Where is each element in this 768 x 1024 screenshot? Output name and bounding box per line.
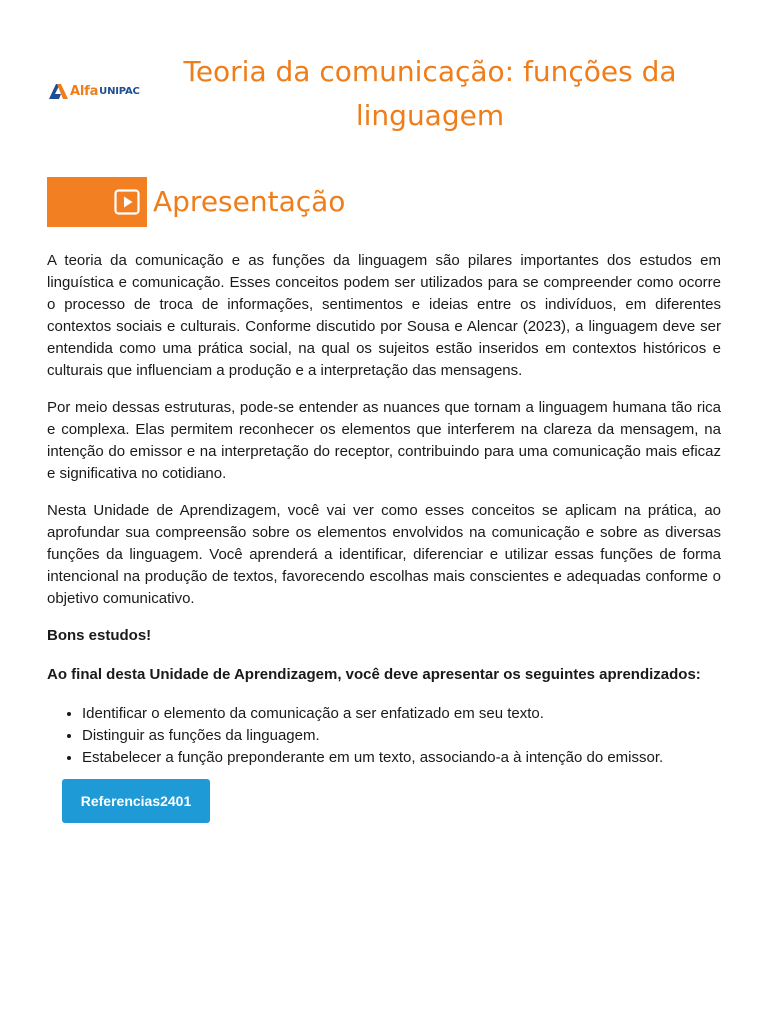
list-item: • Distinguir as funções da linguagem. — [82, 725, 721, 747]
objectives-intro: Ao final desta Unidade de Aprendizagem, você deve apresentar os seguintes aprendizados: — [47, 666, 701, 683]
alfa-unipac-logo — [47, 82, 140, 100]
presentation-content — [47, 250, 721, 769]
references-button[interactable]: Referencias2401 — [62, 779, 210, 823]
greeting: Bons estudos! — [47, 627, 152, 644]
paragraph-structures: Por meio dessas estruturas, pode-se entender as nuances que tornam a linguagem humana tão rica e complexa. Elas permitem reconhecer os elementos que interferem na clareza da mensagem, na intenção do emissor e na interpretação do receptor, contribuindo para uma comunicação mais eficaz e significativa no cotidiano. — [47, 399, 721, 482]
logo-text-alfa: Alfa — [70, 83, 99, 99]
objectives-list — [47, 703, 721, 769]
paragraph-intro: A teoria da comunicação e as funções da linguagem são pilares importantes dos estudos em linguística e comunicação. Esses conceitos podem ser utilizados para se compreender como ocorre o processo de troca de informações, sentimentos e ideias entre os indivíduos, em diferentes contextos sociais e culturais. Conforme discutido por Sousa e Alencar (2023), a linguagem deve ser entendida como uma prática social, na qual os sujeitos estão inseridos em contextos históricos e culturais que influenciam a produção e a interpretação das mensagens. — [47, 252, 721, 379]
logo-mark-icon — [47, 82, 69, 100]
section-title: Apresentação — [153, 185, 346, 218]
paragraph-unit: Nesta Unidade de Aprendizagem, você vai ver como esses conceitos se aplicam na prática, ao aprofundar sua compreensão sobre os elementos envolvidos na comunicação e sobre as diversas funções da linguagem. Você aprenderá a identificar, diferenciar e utilizar essas funções de forma intencional na produção de textos, favorecendo escolhas mais conscientes e adequadas conforme o objetivo comunicativo. — [47, 502, 721, 607]
section-heading — [47, 177, 345, 227]
play-square-icon — [113, 188, 141, 216]
list-item: • Identificar o elemento da comunicação a ser enfatizado em seu texto. — [82, 703, 721, 725]
list-item: • Estabelecer a função preponderante em um texto, associando-a à intenção do emissor. — [82, 747, 721, 769]
page-title: Teoria da comunicação: funções da linguagem — [183, 55, 677, 132]
page-header — [0, 0, 768, 150]
section-banner — [47, 177, 147, 227]
logo-text-unipac: UNIPAC — [99, 85, 140, 97]
